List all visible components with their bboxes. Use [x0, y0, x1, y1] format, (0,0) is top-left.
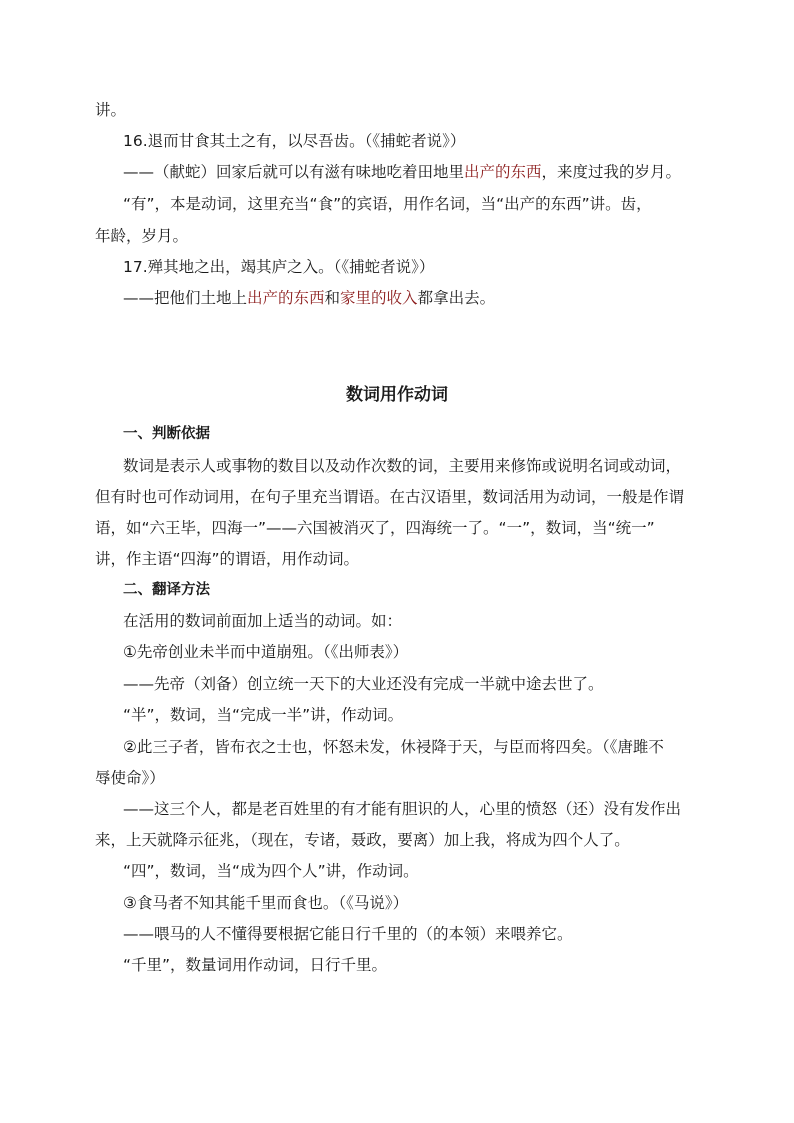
example-sentence: 辱使命》）: [95, 769, 165, 787]
paragraph-line: 但有时也可作动词用，在句子里充当谓语。在古汉语里，数词活用为动词，一般是作谓: [95, 488, 685, 506]
text-line: 讲。: [95, 101, 127, 119]
translation-line: ——这三个人，都是老百姓里的有才能有胆识的人，心里的愤怒（还）没有发作出: [123, 800, 682, 818]
translation-line: ——先帝（刘备）创立统一天下的大业还没有完成一半就中途去世了。: [123, 675, 604, 693]
highlighted-text: 家里的收入: [340, 289, 418, 307]
translation-line: [123, 161, 723, 183]
translation-text: ，来度过我的岁月。: [541, 163, 682, 181]
highlighted-text: 出产的东西: [247, 289, 325, 307]
section-title: 数词用作动词: [346, 385, 448, 405]
example-sentence: 16.退而甘食其土之有，以尽吾齿。（《捕蛇者说》）: [123, 132, 466, 150]
explanation-line: 年龄，岁月。: [95, 227, 189, 245]
highlighted-text: 出产的东西: [464, 163, 542, 181]
note-line: “四”，数词，当“成为四个人”讲，作动词。: [123, 862, 419, 880]
translation-text: ——把他们土地上: [123, 289, 248, 307]
translation-text: 和: [324, 289, 341, 307]
paragraph-line: 语，如“六王毕，四海一”——六国被消灭了，四海统一了。“一”，数词，当“统一”: [95, 519, 655, 537]
subheading: 一、判断依据: [123, 426, 210, 442]
translation-text: ——（献蛇）回家后就可以有滋有味地吃着田地里: [123, 163, 465, 181]
translation-text: 都拿出去。: [417, 289, 496, 307]
example-sentence: ③食马者不知其能千里而食也。（《马说》）: [123, 894, 409, 912]
paragraph-line: 数词是表示人或事物的数目以及动作次数的词，主要用来修饰或说明名词或动词，: [123, 457, 682, 475]
translation-line: ——喂马的人不懂得要根据它能日行千里的（的本领）来喂养它。: [123, 925, 573, 943]
translation-line: 来，上天就降示征兆，（现在，专诸，聂政，要离）加上我，将成为四个人了。: [95, 831, 630, 849]
example-sentence: 17.殚其地之出，竭其庐之入。（《捕蛇者说》）: [123, 258, 435, 276]
paragraph-line: 讲，作主语“四海”的谓语，用作动词。: [95, 550, 360, 568]
example-sentence: ①先帝创业未半而中道崩殂。（《出师表》）: [123, 643, 409, 661]
note-line: “千里”，数量词用作动词，日行千里。: [123, 956, 388, 974]
explanation-line: “有”，本是动词，这里充当“食”的宾语，用作名词，当“出产的东西”讲。齿，: [123, 195, 652, 213]
translation-line: [123, 287, 723, 309]
method-line: 在活用的数词前面加上适当的动词。如：: [123, 612, 403, 630]
example-sentence: ②此三子者，皆布衣之士也，怀怒未发，休祲降于天，与臣而将四矣。（《唐雎不: [123, 738, 664, 756]
subheading: 二、翻译方法: [123, 582, 210, 598]
note-line: “半”，数词，当“完成一半”讲，作动词。: [123, 706, 404, 724]
